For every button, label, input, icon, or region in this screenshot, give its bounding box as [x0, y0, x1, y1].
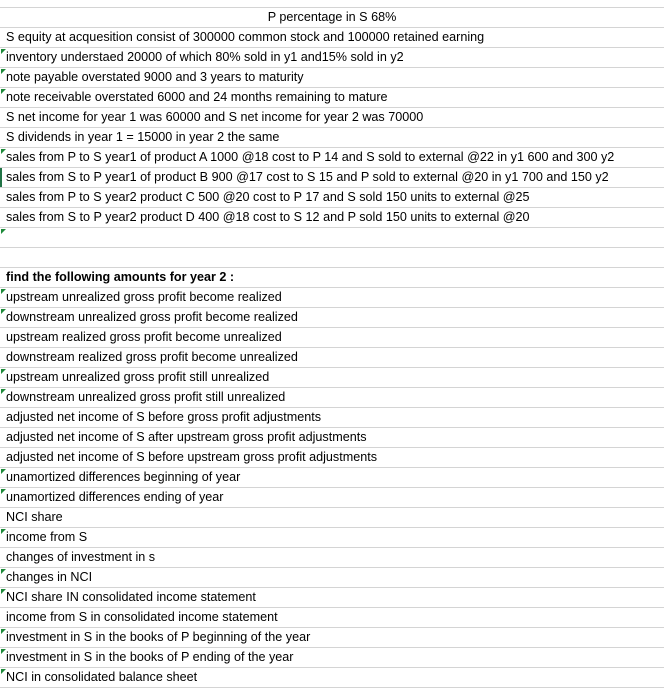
- cell-text[interactable]: income from S: [6, 530, 88, 544]
- cell-text[interactable]: inventory understaed 20000 of which 80% sold in y1 and15% sold in y2: [6, 50, 404, 64]
- sheet-row[interactable]: [0, 668, 664, 688]
- sheet-row[interactable]: [0, 188, 664, 208]
- sheet-row[interactable]: [0, 548, 664, 568]
- cell-text[interactable]: upstream realized gross profit become unrealized: [6, 330, 282, 344]
- cell-text[interactable]: investment in S in the books of P beginning of the year: [6, 630, 311, 644]
- cell-text[interactable]: sales from S to P year1 of product B 900 @17 cost to S 15 and P sold to external @20 in y1 700 and 150 y2: [6, 170, 609, 184]
- error-indicator-icon: [1, 229, 6, 234]
- sheet-row[interactable]: [0, 608, 664, 628]
- cell-text[interactable]: sales from P to S year2 product C 500 @20 cost to P 17 and S sold 150 units to external @25: [6, 190, 530, 204]
- cell-text[interactable]: S dividends in year 1 = 15000 in year 2 the same: [6, 130, 280, 144]
- sheet-row[interactable]: [0, 568, 664, 588]
- active-cell-marker: [0, 168, 2, 187]
- sheet-row[interactable]: [0, 348, 664, 368]
- sheet-row[interactable]: [0, 648, 664, 668]
- sheet-row[interactable]: [0, 288, 664, 308]
- sheet-row[interactable]: [0, 308, 664, 328]
- cell-text[interactable]: unamortized differences ending of year: [6, 490, 224, 504]
- sheet-row[interactable]: [0, 228, 664, 248]
- cell-text[interactable]: note receivable overstated 6000 and 24 months remaining to mature: [6, 90, 388, 104]
- cell-text[interactable]: find the following amounts for year 2 :: [6, 270, 235, 284]
- sheet-row[interactable]: [0, 108, 664, 128]
- cell-text[interactable]: NCI share: [6, 510, 63, 524]
- cell-text[interactable]: downstream realized gross profit become unrealized: [6, 350, 298, 364]
- sheet-row[interactable]: [0, 588, 664, 608]
- cell-text[interactable]: changes in NCI: [6, 570, 93, 584]
- cell-text[interactable]: investment in S in the books of P ending of the year: [6, 650, 294, 664]
- sheet-row[interactable]: [0, 528, 664, 548]
- cell-text[interactable]: sales from P to S year1 of product A 1000 @18 cost to P 14 and S sold to external @22 in y1 600 and 300 y2: [6, 150, 615, 164]
- cell-text[interactable]: S net income for year 1 was 60000 and S net income for year 2 was 70000: [6, 110, 424, 124]
- sheet-row[interactable]: [0, 388, 664, 408]
- sheet-row[interactable]: [0, 468, 664, 488]
- sheet-row[interactable]: [0, 448, 664, 468]
- cell-text[interactable]: adjusted net income of S after upstream gross profit adjustments: [6, 430, 367, 444]
- sheet-row[interactable]: [0, 48, 664, 68]
- sheet-row[interactable]: [0, 248, 664, 268]
- cell-text[interactable]: P percentage in S 68%: [267, 10, 397, 24]
- sheet-row[interactable]: [0, 208, 664, 228]
- sheet-row[interactable]: [0, 508, 664, 528]
- sheet-row[interactable]: [0, 88, 664, 108]
- cell-text[interactable]: NCI share IN consolidated income statement: [6, 590, 256, 604]
- cell-text[interactable]: note payable overstated 9000 and 3 years to maturity: [6, 70, 304, 84]
- cell-text[interactable]: adjusted net income of S before upstream gross profit adjustments: [6, 450, 378, 464]
- gridline-top: [0, 0, 664, 8]
- cell-text[interactable]: sales from S to P year2 product D 400 @18 cost to S 12 and P sold 150 units to external @20: [6, 210, 530, 224]
- sheet-row[interactable]: [0, 68, 664, 88]
- sheet-row[interactable]: [0, 488, 664, 508]
- cell-text[interactable]: S equity at acquesition consist of 300000 common stock and 100000 retained earning: [6, 30, 485, 44]
- sheet-row[interactable]: [0, 368, 664, 388]
- sheet-row[interactable]: [0, 148, 664, 168]
- sheet-row[interactable]: [0, 408, 664, 428]
- cell-text[interactable]: upstream unrealized gross profit still unrealized: [6, 370, 270, 384]
- sheet-row[interactable]: [0, 8, 664, 28]
- sheet-row[interactable]: [0, 168, 664, 188]
- sheet-row[interactable]: [0, 268, 664, 288]
- cell-text[interactable]: adjusted net income of S before gross profit adjustments: [6, 410, 322, 424]
- sheet-row[interactable]: [0, 628, 664, 648]
- sheet-row[interactable]: [0, 328, 664, 348]
- cell-text[interactable]: upstream unrealized gross profit become realized: [6, 290, 282, 304]
- cell-text[interactable]: NCI in consolidated balance sheet: [6, 670, 198, 684]
- cell-text[interactable]: unamortized differences beginning of year: [6, 470, 241, 484]
- cell-text[interactable]: downstream unrealized gross profit still unrealized: [6, 390, 286, 404]
- sheet-row[interactable]: [0, 28, 664, 48]
- cell-text[interactable]: income from S in consolidated income statement: [6, 610, 278, 624]
- sheet-row[interactable]: [0, 128, 664, 148]
- cell-text[interactable]: downstream unrealized gross profit become realized: [6, 310, 298, 324]
- sheet-row[interactable]: [0, 428, 664, 448]
- cell-text[interactable]: changes of investment in s: [6, 550, 156, 564]
